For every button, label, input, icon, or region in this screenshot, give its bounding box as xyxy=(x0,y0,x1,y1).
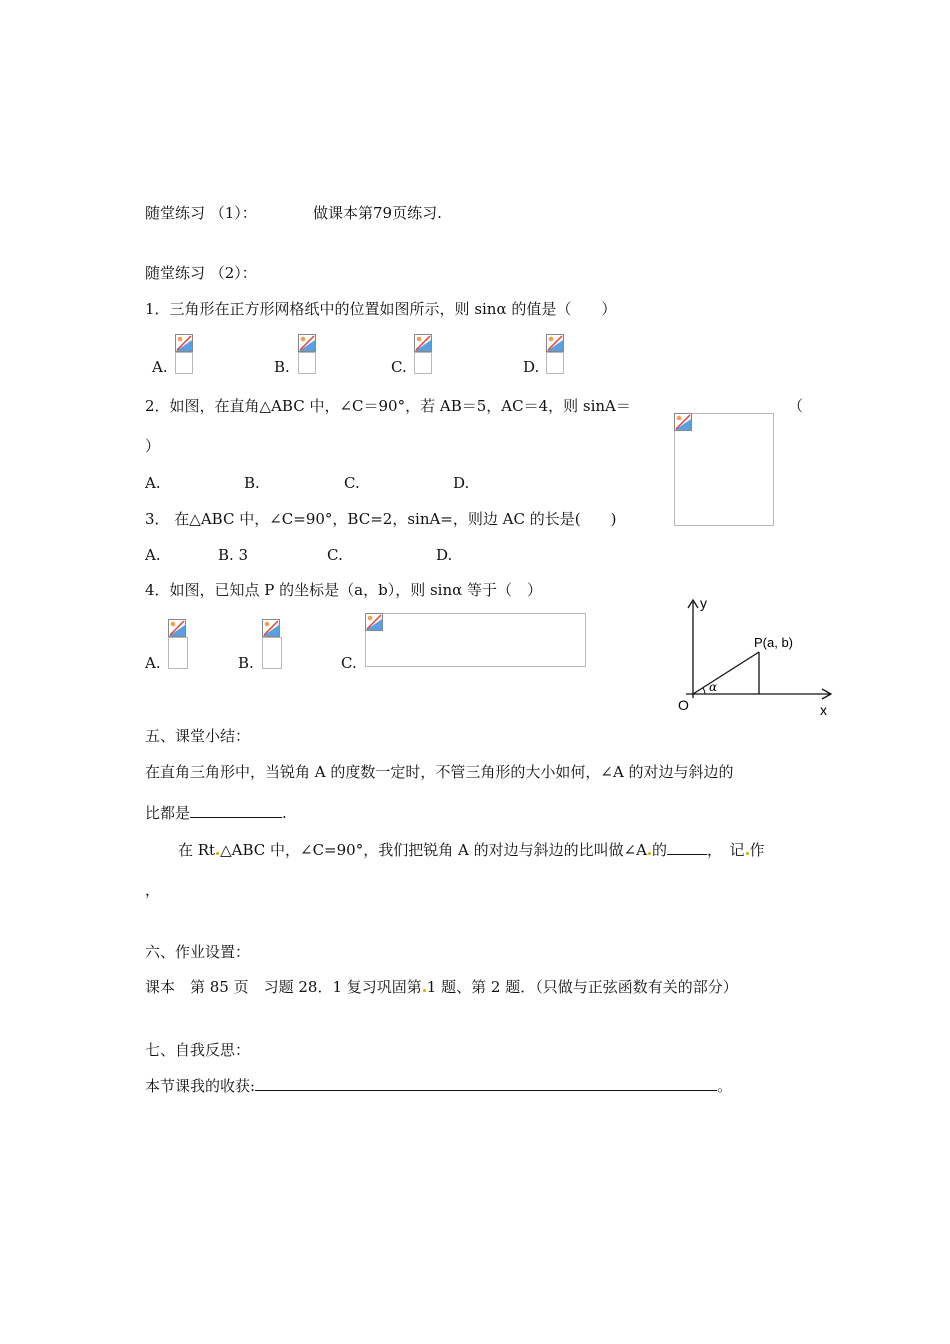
section5-line4: ， xyxy=(145,881,161,899)
broken-image-icon xyxy=(546,334,564,352)
broken-image-icon xyxy=(414,334,432,352)
broken-image-icon xyxy=(298,334,316,352)
q3-text: 3． 在△ABC 中，∠C=90°，BC=2，sinA=，则边 AC 的长是( ) xyxy=(145,510,617,528)
broken-image-icon xyxy=(175,334,193,352)
section6-text xyxy=(145,977,738,997)
q1-option-c: C. xyxy=(391,358,407,376)
angle-alpha-label: α xyxy=(709,680,718,694)
section7-title: 七、自我反思： xyxy=(145,1041,251,1059)
broken-image-icon xyxy=(674,413,692,431)
q3-option-a: A. xyxy=(145,546,161,564)
origin-label: O xyxy=(678,697,689,713)
q2-option-c: C. xyxy=(344,474,360,492)
coordinate-figure xyxy=(672,594,840,718)
q1-text: 1．三角形在正方形网格纸中的位置如图所示，则 sinα 的值是（ ） xyxy=(145,300,617,318)
q2-option-d: D. xyxy=(453,474,470,492)
q3-option-d: D. xyxy=(436,546,453,564)
section5-line3-part4: ， 记 xyxy=(707,841,745,859)
section5-line2-prefix: 比都是 xyxy=(145,804,191,822)
q1-option-a-image xyxy=(175,334,193,374)
q3-option-c: C. xyxy=(327,546,343,564)
section5-title: 五、课堂小结： xyxy=(145,727,251,745)
q2-figure-image xyxy=(674,413,774,526)
q2-option-b: B. xyxy=(244,474,260,492)
q3-option-b: B. 3 xyxy=(218,546,249,564)
q1-option-d: D. xyxy=(523,358,540,376)
section5-line2 xyxy=(145,803,287,823)
section6-text-part1: 课本 第 85 页 习题 28．1 复习巩固第 xyxy=(145,978,422,996)
section5-line3-part2: △ABC 中，∠C=90°，我们把锐角 A 的对边与斜边的比叫做∠A xyxy=(220,841,647,859)
q4-option-a: A. xyxy=(145,654,161,672)
q4-option-a-image xyxy=(168,619,188,669)
section7-text xyxy=(145,1076,732,1096)
practice1-label: 随堂练习 （1）： xyxy=(145,204,257,222)
q2-option-a: A. xyxy=(145,474,161,492)
hypotenuse-line xyxy=(693,652,759,694)
x-axis-label: x xyxy=(820,702,827,718)
q1-option-a: A. xyxy=(152,358,168,376)
section6-text-part2: 1 题、第 2 题．（只做与正弦函数有关的部分） xyxy=(426,978,738,996)
section6-title: 六、作业设置： xyxy=(145,943,251,961)
broken-image-icon xyxy=(262,619,280,637)
q2-paren-close: ） xyxy=(145,437,161,455)
broken-image-icon xyxy=(168,619,186,637)
q1-option-d-image xyxy=(546,334,564,374)
q1-option-b: B. xyxy=(274,358,290,376)
practice2-label: 随堂练习 （2）： xyxy=(145,264,257,282)
q1-option-b-image xyxy=(298,334,316,374)
section5-line3 xyxy=(178,840,765,860)
broken-image-icon xyxy=(365,613,383,631)
section7-label: 本节课我的收获: xyxy=(145,1077,256,1095)
blank-name-line xyxy=(667,840,707,855)
q2-text: 2．如图，在直角△ABC 中，∠C＝90°，若 AB＝5，AC＝4，则 sinA＝ xyxy=(145,397,631,415)
q4-option-c-image xyxy=(365,613,586,667)
section5-line2-suffix: . xyxy=(282,804,287,822)
q4-option-c: C. xyxy=(341,654,357,672)
q2-paren-open: （ xyxy=(788,397,804,415)
q4-option-b: B. xyxy=(238,654,254,672)
section5-line3-part1: 在 Rt xyxy=(178,841,216,859)
q4-text: 4．如图，已知点 P 的坐标是（a，b），则 sinα 等于（ ） xyxy=(145,581,543,599)
point-p-label: P(a, b) xyxy=(754,635,794,650)
blank-reflection-line xyxy=(255,1076,717,1091)
section5-line3-part5: 作 xyxy=(749,841,765,859)
blank-ratio-line xyxy=(190,803,282,818)
practice1-text: 做课本第79页练习. xyxy=(313,204,442,222)
y-axis-label: y xyxy=(700,595,707,611)
q4-option-b-image xyxy=(262,619,282,669)
section5-line1: 在直角三角形中，当锐角 A 的度数一定时，不管三角形的大小如何，∠A 的对边与斜边的 xyxy=(145,763,734,781)
section7-end: 。 xyxy=(717,1077,733,1095)
q1-option-c-image xyxy=(414,334,432,374)
section5-line3-part3: 的 xyxy=(651,841,667,859)
